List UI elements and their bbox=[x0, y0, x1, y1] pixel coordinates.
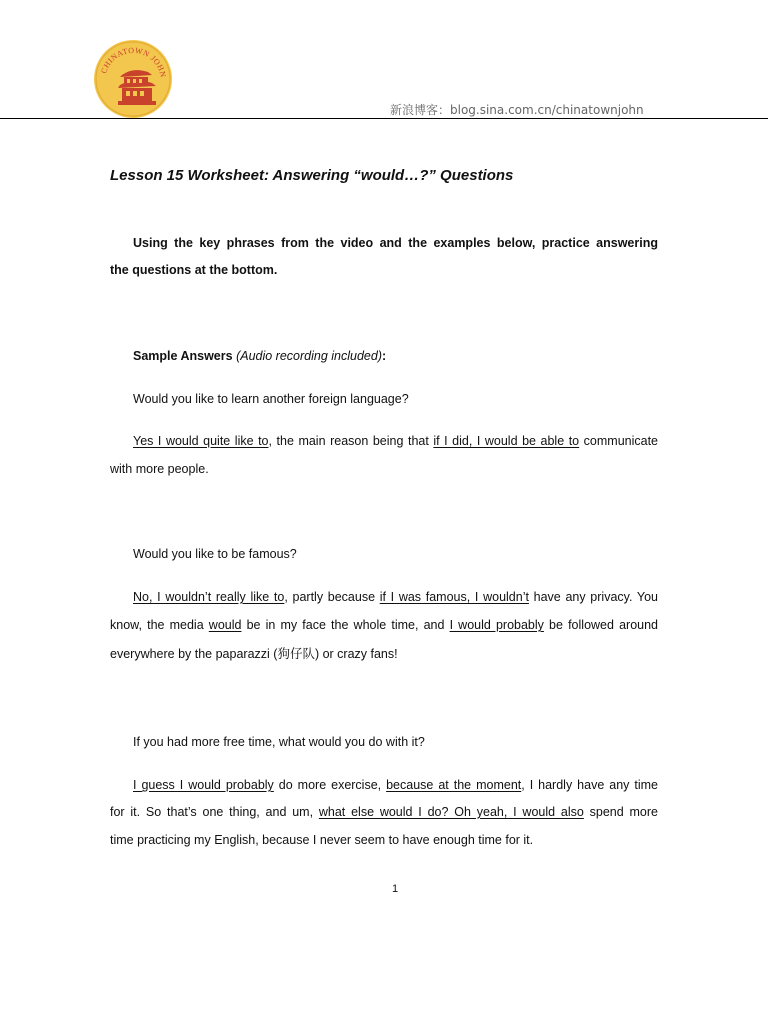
answer-text: do more exercise, bbox=[273, 778, 387, 792]
answer-text: spend more bbox=[583, 805, 658, 819]
answer-2-line-3: everywhere by the paparazzi (狗仔队) or crazy fans! bbox=[110, 647, 398, 661]
answer-1-line-2: with more people. bbox=[110, 462, 209, 476]
key-phrase: I guess I would probably bbox=[133, 778, 274, 792]
chinatown-john-logo bbox=[92, 39, 174, 119]
answer-text: , partly because bbox=[284, 590, 380, 604]
answer-3-line-1 bbox=[110, 777, 658, 793]
blog-url: 新浪博客：blog.sina.com.cn/chinatownjohn bbox=[390, 103, 644, 117]
answer-text: , the main reason being that bbox=[268, 434, 434, 448]
answer-2-line-1 bbox=[110, 589, 658, 605]
key-phrase: Yes I would quite like to bbox=[133, 434, 269, 448]
question-2: Would you like to be famous? bbox=[133, 547, 297, 561]
intro-line-1: Using the key phrases from the video and the examples below, practice answering bbox=[133, 236, 658, 250]
key-phrase: if I was famous, I wouldn’t bbox=[379, 590, 529, 604]
sample-heading-label: Sample Answers bbox=[133, 349, 233, 363]
key-phrase: if I did, I would be able to bbox=[433, 434, 580, 448]
key-phrase: No, I wouldn’t really like to bbox=[133, 590, 285, 604]
logo-text: CHINATOWN JOHN bbox=[99, 45, 168, 79]
answer-text: be followed around bbox=[543, 618, 659, 632]
answer-2-line-2 bbox=[110, 617, 658, 633]
key-phrase: what else would I do? Oh yeah, I would also bbox=[318, 805, 584, 819]
answer-text: know, the media bbox=[110, 618, 209, 632]
answer-3-line-2 bbox=[110, 804, 658, 820]
sample-heading-colon: : bbox=[382, 349, 387, 363]
sample-answers-heading bbox=[110, 348, 658, 364]
answer-text: for it. So that’s one thing, and um, bbox=[110, 805, 319, 819]
answer-text: , I hardly have any time bbox=[521, 778, 658, 792]
header-divider bbox=[0, 118, 768, 119]
worksheet-title: Lesson 15 Worksheet: Answering “would…?” Questions bbox=[110, 167, 514, 184]
answer-3-line-3: time practicing my English, because I never seem to have enough time for it. bbox=[110, 833, 534, 847]
key-phrase: because at the moment bbox=[386, 778, 522, 792]
answer-text: communicate bbox=[579, 434, 659, 448]
key-phrase: I would probably bbox=[449, 618, 544, 632]
answer-text: be in my face the whole time, and bbox=[241, 618, 450, 632]
page-number: 1 bbox=[391, 883, 399, 895]
question-3: If you had more free time, what would you do with it? bbox=[133, 735, 425, 749]
key-phrase: would bbox=[208, 618, 242, 632]
answer-text: have any privacy. You bbox=[528, 590, 659, 604]
question-1: Would you like to learn another foreign language? bbox=[133, 392, 409, 406]
answer-1-line-1 bbox=[110, 433, 658, 449]
sample-heading-note: (Audio recording included) bbox=[236, 349, 382, 363]
intro-line-2: the questions at the bottom. bbox=[110, 263, 278, 277]
